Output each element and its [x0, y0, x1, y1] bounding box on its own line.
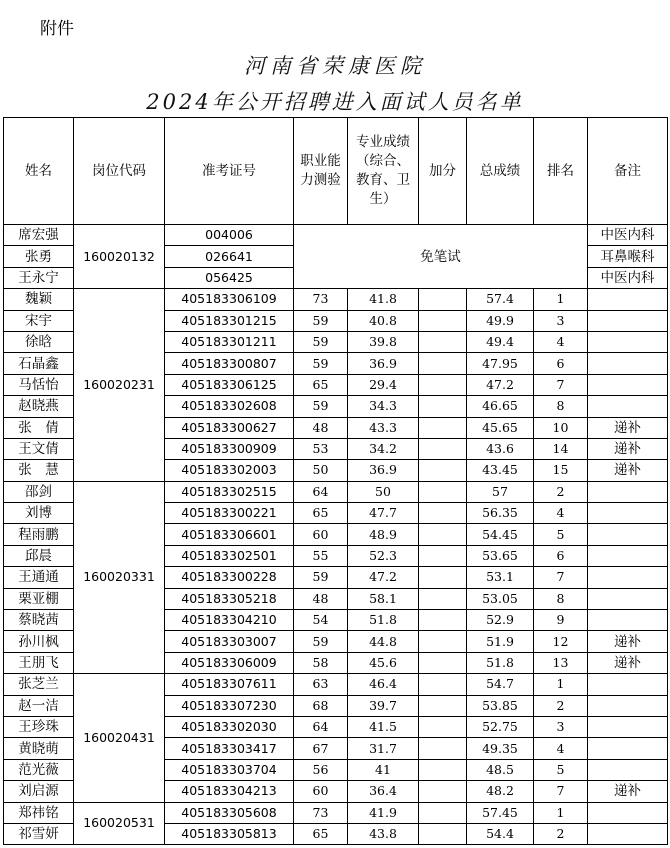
hospital-title: 河南省荣康医院 — [244, 54, 426, 78]
ability-score: 48 — [294, 588, 348, 609]
bonus-score — [419, 374, 467, 395]
rank: 1 — [534, 674, 588, 695]
ticket-number: 405183306109 — [165, 289, 294, 310]
professional-score: 41.5 — [348, 716, 419, 737]
applicant-name: 栗亚棚 — [4, 588, 74, 609]
ticket-number: 405183302515 — [165, 481, 294, 502]
professional-score: 47.7 — [348, 503, 419, 524]
ability-score: 60 — [294, 524, 348, 545]
rank: 15 — [534, 460, 588, 481]
position-code: 160020331 — [74, 481, 165, 674]
table-row — [4, 674, 668, 695]
total-score: 49.4 — [467, 331, 534, 352]
bonus-score — [419, 588, 467, 609]
exempt-note: 免笔试 — [294, 225, 588, 289]
applicant-name: 赵一洁 — [4, 695, 74, 716]
header-ticket: 准考证号 — [165, 118, 294, 225]
ticket-number: 056425 — [165, 267, 294, 288]
applicant-name: 马恬怡 — [4, 374, 74, 395]
professional-score: 39.8 — [348, 331, 419, 352]
header-professional: 专业成绩（综合、教育、卫生） — [348, 118, 419, 225]
professional-score: 46.4 — [348, 674, 419, 695]
remark: 递补 — [588, 631, 668, 652]
remark — [588, 481, 668, 502]
applicant-name: 席宏强 — [4, 225, 74, 246]
ticket-number: 405183303007 — [165, 631, 294, 652]
remark: 递补 — [588, 438, 668, 459]
professional-score: 36.4 — [348, 781, 419, 802]
total-score: 47.95 — [467, 353, 534, 374]
total-score: 52.75 — [467, 716, 534, 737]
header-row — [4, 118, 668, 225]
rank: 7 — [534, 567, 588, 588]
ability-score: 59 — [294, 331, 348, 352]
ability-score: 64 — [294, 481, 348, 502]
applicant-name: 王珍珠 — [4, 716, 74, 737]
total-score: 45.65 — [467, 417, 534, 438]
ticket-number: 405183301215 — [165, 310, 294, 331]
remark: 递补 — [588, 781, 668, 802]
remark — [588, 353, 668, 374]
remark — [588, 588, 668, 609]
total-score: 47.2 — [467, 374, 534, 395]
bonus-score — [419, 503, 467, 524]
professional-score: 47.2 — [348, 567, 419, 588]
ticket-number: 405183305608 — [165, 802, 294, 823]
total-score: 57.4 — [467, 289, 534, 310]
header-rank: 排名 — [534, 118, 588, 225]
remark — [588, 567, 668, 588]
total-score: 43.45 — [467, 460, 534, 481]
total-score: 48.5 — [467, 759, 534, 780]
ticket-number: 405183306601 — [165, 524, 294, 545]
ticket-number: 405183303704 — [165, 759, 294, 780]
total-score: 53.65 — [467, 545, 534, 566]
ability-score: 59 — [294, 631, 348, 652]
applicant-name: 张 倩 — [4, 417, 74, 438]
applicant-name: 张 慧 — [4, 460, 74, 481]
remark — [588, 545, 668, 566]
ability-score: 50 — [294, 460, 348, 481]
remark — [588, 331, 668, 352]
professional-score: 31.7 — [348, 738, 419, 759]
total-score: 51.9 — [467, 631, 534, 652]
remark: 递补 — [588, 652, 668, 673]
ability-score: 65 — [294, 823, 348, 844]
ticket-number: 405183300909 — [165, 438, 294, 459]
rank: 2 — [534, 695, 588, 716]
rank: 2 — [534, 481, 588, 502]
interview-list-table — [3, 117, 668, 845]
remark — [588, 289, 668, 310]
ticket-number: 405183300627 — [165, 417, 294, 438]
professional-score: 40.8 — [348, 310, 419, 331]
rank: 8 — [534, 588, 588, 609]
applicant-name: 邱晨 — [4, 545, 74, 566]
professional-score: 34.2 — [348, 438, 419, 459]
bonus-score — [419, 331, 467, 352]
ticket-number: 405183307611 — [165, 674, 294, 695]
bonus-score — [419, 545, 467, 566]
rank: 1 — [534, 289, 588, 310]
position-code: 160020132 — [74, 225, 165, 289]
position-code: 160020431 — [74, 674, 165, 802]
applicant-name: 程雨鹏 — [4, 524, 74, 545]
rank: 2 — [534, 823, 588, 844]
total-score: 49.9 — [467, 310, 534, 331]
applicant-name: 王文倩 — [4, 438, 74, 459]
ability-score: 67 — [294, 738, 348, 759]
ability-score: 73 — [294, 802, 348, 823]
remark: 中医内科 — [588, 225, 668, 246]
ability-score: 59 — [294, 396, 348, 417]
professional-score: 36.9 — [348, 353, 419, 374]
bonus-score — [419, 695, 467, 716]
ticket-number: 026641 — [165, 246, 294, 267]
applicant-name: 张芝兰 — [4, 674, 74, 695]
header-total: 总成绩 — [467, 118, 534, 225]
bonus-score — [419, 481, 467, 502]
applicant-name: 范光薇 — [4, 759, 74, 780]
ability-score: 63 — [294, 674, 348, 695]
applicant-name: 王通通 — [4, 567, 74, 588]
rank: 7 — [534, 374, 588, 395]
applicant-name: 宋宇 — [4, 310, 74, 331]
ticket-number: 405183303417 — [165, 738, 294, 759]
ticket-number: 405183302608 — [165, 396, 294, 417]
professional-score: 52.3 — [348, 545, 419, 566]
ability-score: 48 — [294, 417, 348, 438]
ticket-number: 405183300221 — [165, 503, 294, 524]
remark — [588, 759, 668, 780]
ability-score: 59 — [294, 567, 348, 588]
bonus-score — [419, 524, 467, 545]
bonus-score — [419, 396, 467, 417]
header-remark: 备注 — [588, 118, 668, 225]
ability-score: 54 — [294, 610, 348, 631]
bonus-score — [419, 802, 467, 823]
remark — [588, 802, 668, 823]
header-ability-test: 职业能力测验 — [294, 118, 348, 225]
professional-score: 41.9 — [348, 802, 419, 823]
total-score: 53.85 — [467, 695, 534, 716]
table-body — [4, 225, 668, 845]
professional-score: 48.9 — [348, 524, 419, 545]
bonus-score — [419, 310, 467, 331]
rank: 10 — [534, 417, 588, 438]
total-score: 57 — [467, 481, 534, 502]
table-row — [4, 481, 668, 502]
bonus-score — [419, 631, 467, 652]
ability-score: 59 — [294, 310, 348, 331]
remark: 递补 — [588, 460, 668, 481]
ticket-number: 405183302030 — [165, 716, 294, 737]
bonus-score — [419, 567, 467, 588]
ability-score: 73 — [294, 289, 348, 310]
ability-score: 65 — [294, 374, 348, 395]
professional-score: 39.7 — [348, 695, 419, 716]
ticket-number: 405183305813 — [165, 823, 294, 844]
table-row — [4, 289, 668, 310]
table-row — [4, 802, 668, 823]
professional-score: 41.8 — [348, 289, 419, 310]
ability-score: 60 — [294, 781, 348, 802]
header-bonus: 加分 — [419, 118, 467, 225]
remark: 耳鼻喉科 — [588, 246, 668, 267]
bonus-score — [419, 674, 467, 695]
rank: 8 — [534, 396, 588, 417]
ticket-number: 405183306009 — [165, 652, 294, 673]
rank: 1 — [534, 802, 588, 823]
applicant-name: 黄晓萌 — [4, 738, 74, 759]
rank: 7 — [534, 781, 588, 802]
rank: 3 — [534, 310, 588, 331]
ability-score: 64 — [294, 716, 348, 737]
remark — [588, 310, 668, 331]
total-score: 53.05 — [467, 588, 534, 609]
applicant-name: 徐晗 — [4, 331, 74, 352]
total-score: 54.7 — [467, 674, 534, 695]
ability-score: 68 — [294, 695, 348, 716]
professional-score: 36.9 — [348, 460, 419, 481]
professional-score: 41 — [348, 759, 419, 780]
rank: 5 — [534, 524, 588, 545]
bonus-score — [419, 417, 467, 438]
ticket-number: 405183306125 — [165, 374, 294, 395]
applicant-name: 赵晓燕 — [4, 396, 74, 417]
professional-score: 44.8 — [348, 631, 419, 652]
applicant-name: 郑祎铭 — [4, 802, 74, 823]
ticket-number: 004006 — [165, 225, 294, 246]
remark — [588, 674, 668, 695]
total-score: 52.9 — [467, 610, 534, 631]
rank: 4 — [534, 331, 588, 352]
bonus-score — [419, 353, 467, 374]
bonus-score — [419, 738, 467, 759]
bonus-score — [419, 716, 467, 737]
remark: 递补 — [588, 417, 668, 438]
ticket-number: 405183307230 — [165, 695, 294, 716]
ability-score: 58 — [294, 652, 348, 673]
applicant-name: 刘启源 — [4, 781, 74, 802]
professional-score: 58.1 — [348, 588, 419, 609]
ticket-number: 405183301211 — [165, 331, 294, 352]
rank: 6 — [534, 545, 588, 566]
applicant-name: 孙川枫 — [4, 631, 74, 652]
total-score: 51.8 — [467, 652, 534, 673]
rank: 4 — [534, 738, 588, 759]
ability-score: 56 — [294, 759, 348, 780]
ticket-number: 405183305218 — [165, 588, 294, 609]
ability-score: 65 — [294, 503, 348, 524]
total-score: 53.1 — [467, 567, 534, 588]
position-code: 160020531 — [74, 802, 165, 845]
bonus-score — [419, 289, 467, 310]
total-score: 57.45 — [467, 802, 534, 823]
ability-score: 55 — [294, 545, 348, 566]
remark — [588, 610, 668, 631]
rank: 14 — [534, 438, 588, 459]
applicant-name: 祁雪妍 — [4, 823, 74, 844]
total-score: 48.2 — [467, 781, 534, 802]
bonus-score — [419, 610, 467, 631]
remark — [588, 738, 668, 759]
applicant-name: 魏颖 — [4, 289, 74, 310]
applicant-name: 张勇 — [4, 246, 74, 267]
professional-score: 34.3 — [348, 396, 419, 417]
header-position-code: 岗位代码 — [74, 118, 165, 225]
rank: 13 — [534, 652, 588, 673]
table-row — [4, 225, 668, 246]
professional-score: 50 — [348, 481, 419, 502]
bonus-score — [419, 759, 467, 780]
ticket-number: 405183300807 — [165, 353, 294, 374]
total-score: 54.4 — [467, 823, 534, 844]
applicant-name: 王永宁 — [4, 267, 74, 288]
total-score: 49.35 — [467, 738, 534, 759]
header-name: 姓名 — [4, 118, 74, 225]
bonus-score — [419, 438, 467, 459]
bonus-score — [419, 652, 467, 673]
remark: 中医内科 — [588, 267, 668, 288]
total-score: 54.45 — [467, 524, 534, 545]
bonus-score — [419, 781, 467, 802]
professional-score: 51.8 — [348, 610, 419, 631]
bonus-score — [419, 460, 467, 481]
applicant-name: 邵剑 — [4, 481, 74, 502]
rank: 9 — [534, 610, 588, 631]
professional-score: 43.8 — [348, 823, 419, 844]
ticket-number: 405183302003 — [165, 460, 294, 481]
applicant-name: 刘博 — [4, 503, 74, 524]
rank: 3 — [534, 716, 588, 737]
ticket-number: 405183304213 — [165, 781, 294, 802]
professional-score: 43.3 — [348, 417, 419, 438]
total-score: 56.35 — [467, 503, 534, 524]
remark — [588, 823, 668, 844]
rank: 12 — [534, 631, 588, 652]
remark — [588, 503, 668, 524]
ability-score: 59 — [294, 353, 348, 374]
applicant-name: 蔡晓茜 — [4, 610, 74, 631]
bonus-score — [419, 823, 467, 844]
ticket-number: 405183302501 — [165, 545, 294, 566]
rank: 5 — [534, 759, 588, 780]
attachment-label: 附件 — [40, 19, 74, 39]
professional-score: 29.4 — [348, 374, 419, 395]
professional-score: 45.6 — [348, 652, 419, 673]
remark — [588, 716, 668, 737]
remark — [588, 524, 668, 545]
position-code: 160020231 — [74, 289, 165, 482]
total-score: 46.65 — [467, 396, 534, 417]
total-score: 43.6 — [467, 438, 534, 459]
applicant-name: 王朋飞 — [4, 652, 74, 673]
remark — [588, 695, 668, 716]
remark — [588, 396, 668, 417]
rank: 6 — [534, 353, 588, 374]
rank: 4 — [534, 503, 588, 524]
list-title: 2024年公开招聘进入面试人员名单 — [146, 90, 524, 114]
ticket-number: 405183304210 — [165, 610, 294, 631]
ticket-number: 405183300228 — [165, 567, 294, 588]
remark — [588, 374, 668, 395]
applicant-name: 石晶鑫 — [4, 353, 74, 374]
ability-score: 53 — [294, 438, 348, 459]
